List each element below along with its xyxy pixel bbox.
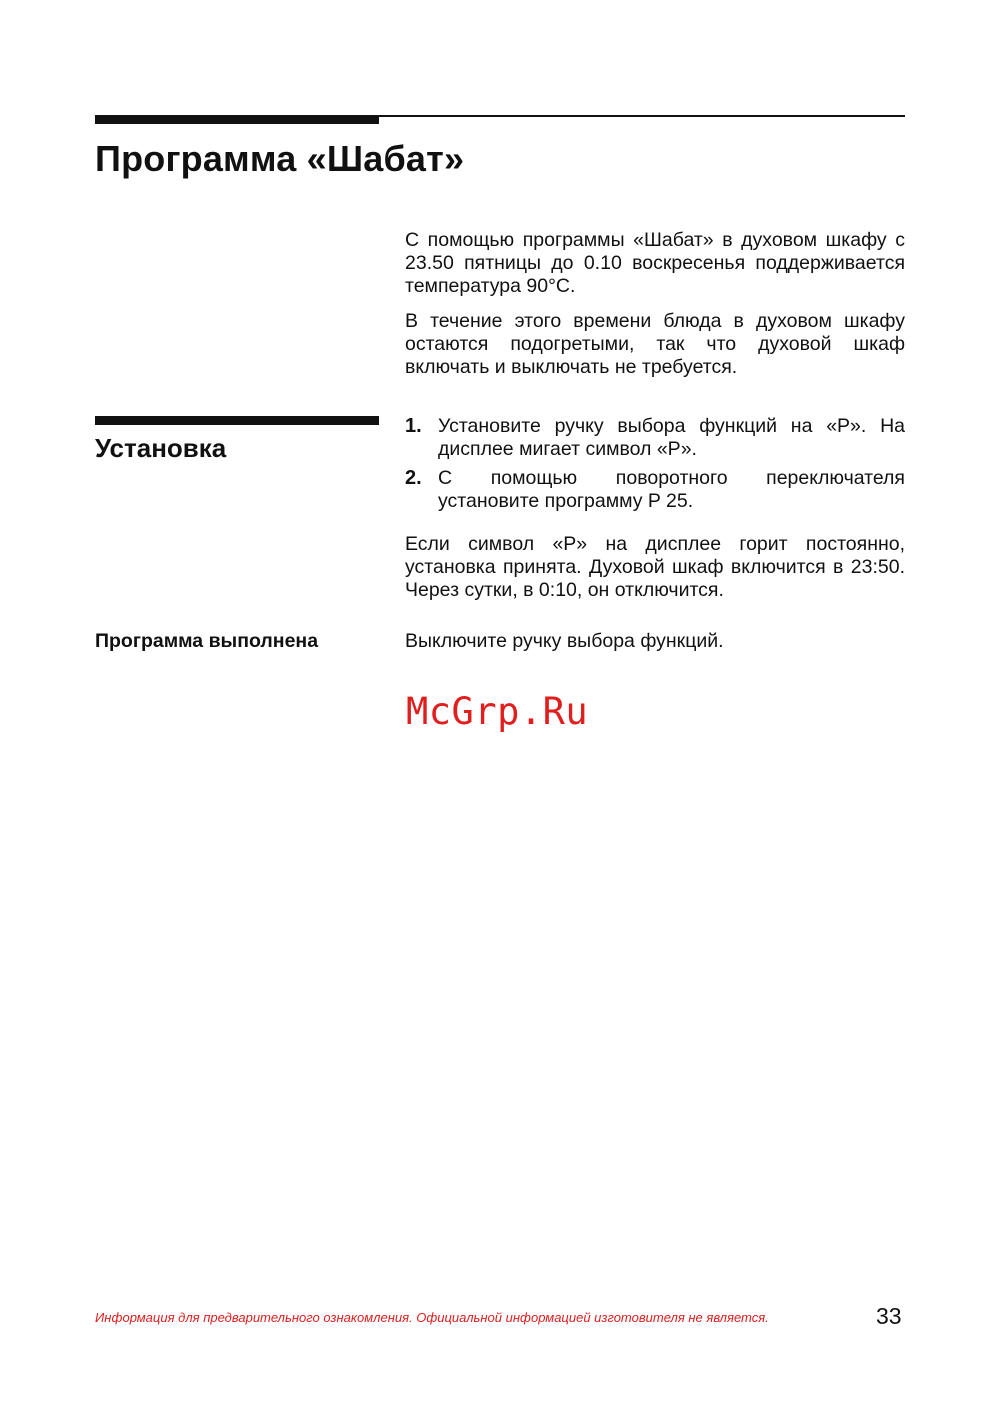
watermark: McGrp.Ru [406, 690, 589, 733]
finished-text: Выключите ручку выбора функций. [405, 630, 724, 652]
step-item-1 [405, 415, 905, 461]
section-rule [95, 416, 379, 425]
intro-paragraph-2: В течение этого времени блюда в духовом шкафу остаются подогретыми, так что духовой шкаф включать и выключать не требуется. [405, 310, 905, 378]
step-number: 2. [405, 467, 422, 489]
section-title-setup: Установка [95, 433, 227, 463]
setup-note: Если символ «P» на дисплее горит постоянно, установка принята. Духовой шкаф включится в 23:50. Через сутки, в 0:10, он отключится. [405, 533, 905, 601]
page-title: Программа «Шабат» [95, 138, 465, 179]
title-rule-thick [95, 115, 379, 124]
step-text: Установите ручку выбора функций на «P». На дисплее мигает символ «P». [438, 415, 905, 460]
intro-paragraph-1: С помощью программы «Шабат» в духовом шкафу с 23.50 пятницы до 0.10 воскресенья поддерживается температура 90°C. [405, 229, 905, 297]
title-rule-thin [379, 115, 905, 117]
page-number: 33 [876, 1303, 902, 1329]
step-number: 1. [405, 415, 422, 437]
footer-disclaimer: Информация для предварительного ознакомления. Официальной информацией изготовителя не является. [95, 1310, 769, 1325]
step-text: С помощью поворотного переключателя установите программу P 25. [438, 467, 905, 512]
section-title-finished: Программа выполнена [95, 630, 319, 652]
step-item-2 [405, 467, 905, 513]
